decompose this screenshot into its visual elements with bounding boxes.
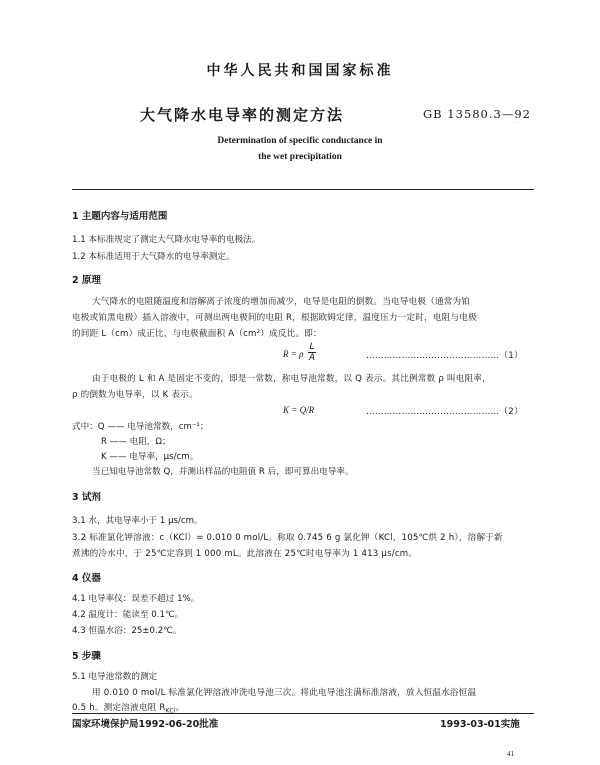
equation-1-numerator: L bbox=[309, 342, 315, 352]
header-divider bbox=[72, 189, 534, 190]
principle-para2-line2: ρ 的倒数为电导率，以 K 表示。 bbox=[72, 390, 198, 400]
clause-5-1-line2-text: 0.5 h。测定溶液电阻 R bbox=[72, 703, 166, 713]
clause-3-1: 3.1 水，其电导率小于 1 μs/cm。 bbox=[72, 516, 203, 526]
page-number: 41 bbox=[507, 750, 514, 758]
section-5-heading: 5 步骤 bbox=[72, 651, 101, 662]
legend-r: R —— 电阻，Ω； bbox=[101, 437, 171, 447]
section-3-heading: 3 试剂 bbox=[72, 492, 101, 503]
clause-5-1-line2-end: 。 bbox=[175, 703, 185, 713]
clause-1-1: 1.1 本标准规定了测定大气降水电导率的电极法。 bbox=[72, 235, 261, 245]
footer-divider bbox=[72, 713, 534, 714]
equation-2-number: ………………………………………（2） bbox=[366, 407, 523, 417]
scan-smudge: · · bbox=[512, 120, 518, 127]
clause-3-2-line2: 煮沸的冷水中，于 25℃定容到 1 000 mL。此溶液在 25℃时电导率为 1 413 μs/cm。 bbox=[72, 549, 418, 559]
equation-2: K = Q/R bbox=[283, 405, 315, 415]
principle-para1-line3: 的间距 L（cm）成正比，与电极截面积 A（cm²）成反比。即： bbox=[72, 329, 322, 339]
clause-5-1-subscript: KCl bbox=[165, 707, 176, 715]
clause-5-1: 5.1 电导池常数的测定 bbox=[72, 672, 158, 682]
principle-para2-line1: 由于电极的 L 和 A 是固定不变的，即是一常数，称电导池常数，以 Q 表示。其比例常数 ρ 叫电阻率， bbox=[92, 374, 491, 384]
equation-1-left: R = ρ bbox=[283, 349, 304, 359]
clause-5-1-line1: 用 0.010 0 mol/L 标准氯化钾溶液冲洗电导池三次。将此电导池注满标准溶液，放入恒温水浴恒温 bbox=[92, 688, 477, 698]
standard-organization: 中华人民共和国国家标准 bbox=[206, 63, 394, 79]
gb-standard-code: GB 13580.3—92 bbox=[423, 107, 531, 121]
clause-4-3: 4.3 恒温水浴：25±0.2℃。 bbox=[72, 626, 182, 636]
equation-1 bbox=[283, 342, 316, 363]
clause-3-2-line1: 3.2 标准氯化钾溶液：c（KCl）= 0.010 0 mol/L。称取 0.745 6 g 氯化钾（KCl，105℃烘 2 h），溶解于新 bbox=[72, 533, 503, 543]
clause-4-2: 4.2 温度计：能读至 0.1℃。 bbox=[72, 610, 184, 620]
section-4-heading: 4 仪器 bbox=[72, 573, 101, 584]
english-title-line1: Determination of specific conductance in bbox=[217, 136, 383, 146]
equation-1-fraction bbox=[308, 342, 315, 363]
equation-1-denominator: A bbox=[308, 353, 316, 363]
principle-para1-line2: 电极或铂黑电极）插入溶液中，可测出两电极间的电阻 R，根据欧姆定律，温度压力一定时，电阻与电极 bbox=[72, 313, 477, 323]
document-title: 大气降水电导率的测定方法 bbox=[140, 106, 345, 124]
clause-1-2: 1.2 本标准适用于大气降水的电导率测定。 bbox=[72, 252, 235, 262]
legend-q: 式中：Q —— 电导池常数，cm⁻¹； bbox=[72, 422, 209, 432]
principle-para3: 当已知电导池常数 Q，并测出样品的电阻值 R 后，即可算出电导率。 bbox=[92, 467, 354, 477]
section-2-heading: 2 原理 bbox=[72, 275, 101, 286]
section-1-heading: 1 主题内容与适用范围 bbox=[72, 211, 168, 222]
implementation-date: 1993-03-01实施 bbox=[440, 719, 520, 730]
approval-date: 国家环境保护局1992-06-20批准 bbox=[72, 719, 219, 730]
equation-1-number: ………………………………………（1） bbox=[366, 351, 523, 361]
clause-4-1: 4.1 电导率仪：误差不超过 1%。 bbox=[72, 594, 200, 604]
english-title-line2: the wet precipitation bbox=[258, 152, 342, 162]
legend-k: K —— 电导率，μs/cm。 bbox=[101, 452, 199, 462]
principle-para1-line1: 大气降水的电阻随温度和溶解离子浓度的增加而减少，电导是电阻的倒数。当电导电极（通常为铂 bbox=[92, 297, 471, 307]
